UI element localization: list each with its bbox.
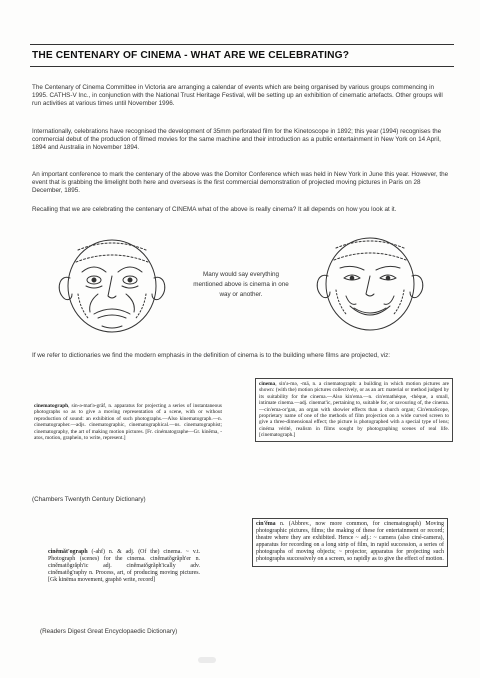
chambers-cinematograph-definition: , sin-ə-mat'ə-grâf, n. apparatus for projecting a series of instantaneous photographs so as to give a moving representation of a scene, with or without reproduction of sound: an exhibition of such photographs.—Also kinematograph.—n. cinematographer.—adjs. cinematographic, cinematographical.—ns. cinematographist; cinematography, the art of making motion pictures. [Fr. cinématographe—Gr. kinēma, -atos, motion, graphein, to write, represent.] bbox=[34, 403, 222, 442]
readers-cinematograph-definition: (-ahf) n. & adj. (Of the) cinema. ~ v.t. Photograph (scenes) for the cinema. cinĕmatŏgrăph'er n. cinĕmatŏgrăph'ic adj. cinĕmatŏgrăph'ically adv. cinĕmatŏg'raphy n. Process, art, of producing moving pictures. [Gk kinēma movement, graphō write, record] bbox=[48, 549, 200, 584]
chambers-cinematograph-headword: cinematograph bbox=[34, 403, 69, 409]
smiling-face-drawing-icon bbox=[306, 230, 434, 334]
chambers-cinema-entry bbox=[255, 378, 453, 442]
page-smudge-mark bbox=[198, 657, 216, 663]
chambers-cinema-headword: cinema bbox=[259, 381, 276, 387]
readers-cinema-entry bbox=[252, 518, 448, 567]
frowning-face-drawing-icon bbox=[48, 232, 176, 336]
paragraph-recalling: Recalling that we are celebrating the centenary of CINEMA what of the above is really cinema? It all depends on how you look at it. bbox=[32, 206, 397, 213]
chambers-cinematograph-entry bbox=[34, 403, 222, 441]
readers-cinema-headword: cin'ĕma bbox=[256, 521, 276, 527]
readers-cinema-definition: n. (Abbrev., now more common, for cinematograph) Moving photographic pictures, films; the making of these for entertainment or record; theatre where they are exhibited. Hence ~ adj.: ~ camera (also ciné-camera), apparatus for recording on a long strip of film, in rapid succession, a series of photographs of moving objects; ~ projector, apparatus for projecting such photographs successively on a screen, so rapidly as to give the effect of motion. bbox=[256, 521, 444, 563]
chambers-cinema-definition: , sin'ə-mə, -mä, n. a cinematograph: a building in which motion pictures are shown: (with the) motion pictures collectively, or as an art: material or method judged by its suitability for the cinema.—Also kin'ema.—n. cin'emathèque, -thèque, a small, intimate cinema.—adj. cinemat'ic, pertaining to, suitable for, or savouring of, the cinema.—cin'ema-or'gan, an organ with showier effects than a church organ; Cin'emaScope, proprietary name of one of the methods of film projection on a wide curved screen to give a three-dimensional effect; the picture is photographed with a special type of lens; cinéma vérité, realism in films sought by photographing scenes of real life. [cinematograph.] bbox=[259, 381, 449, 439]
paragraph-international: Internationally, celebrations have recognised the development of 35mm perforated film for the Kinetoscope in 1892; this year (1994) recognises the commercial debut of the production of filmed movies for the same machine and their introduction as a public entertainment in New York on 14 April, 1894 and Australia in November 1894. bbox=[32, 128, 442, 152]
title-rule-bottom bbox=[30, 66, 454, 67]
title-rule-top bbox=[30, 44, 454, 45]
chambers-source-label: (Chambers Twentyth Century Dictionary) bbox=[32, 496, 146, 503]
paragraph-centenary-committee: The Centenary of Cinema Committee in Victoria are arranging a calendar of events which are being organised by various groups commencing in 1995. CATHS-V Inc., in conjunction with the National Trust Heritage Festival, will be setting up an exhibition of cinematic artefacts. Other groups will run activities at various times until November 1996. bbox=[32, 84, 443, 108]
readers-cinematograph-headword: cinĕmăt'ograph bbox=[48, 549, 88, 555]
faces-caption: Many would say everything mentioned above is cinema in one way or another. bbox=[193, 271, 289, 299]
paragraph-dictionary-intro: If we refer to dictionaries we find the modern emphasis in the definition of cinema is to the building where films are projected, viz: bbox=[32, 352, 391, 359]
readers-cinematograph-entry bbox=[48, 549, 200, 584]
page-title: THE CENTENARY OF CINEMA - WHAT ARE WE CELEBRATING? bbox=[32, 50, 350, 61]
readers-source-label: (Readers Digest Great Encyclopaedic Dictionary) bbox=[40, 628, 178, 635]
paragraph-domitor-conference: An important conference to mark the centenary of the above was the Domitor Conference which was held in New York in June this year. However, the event that is grabbing the limelight both here and overseas is the first commercial demonstration of projected moving pictures in Paris on 28 December, 1895. bbox=[32, 171, 449, 195]
